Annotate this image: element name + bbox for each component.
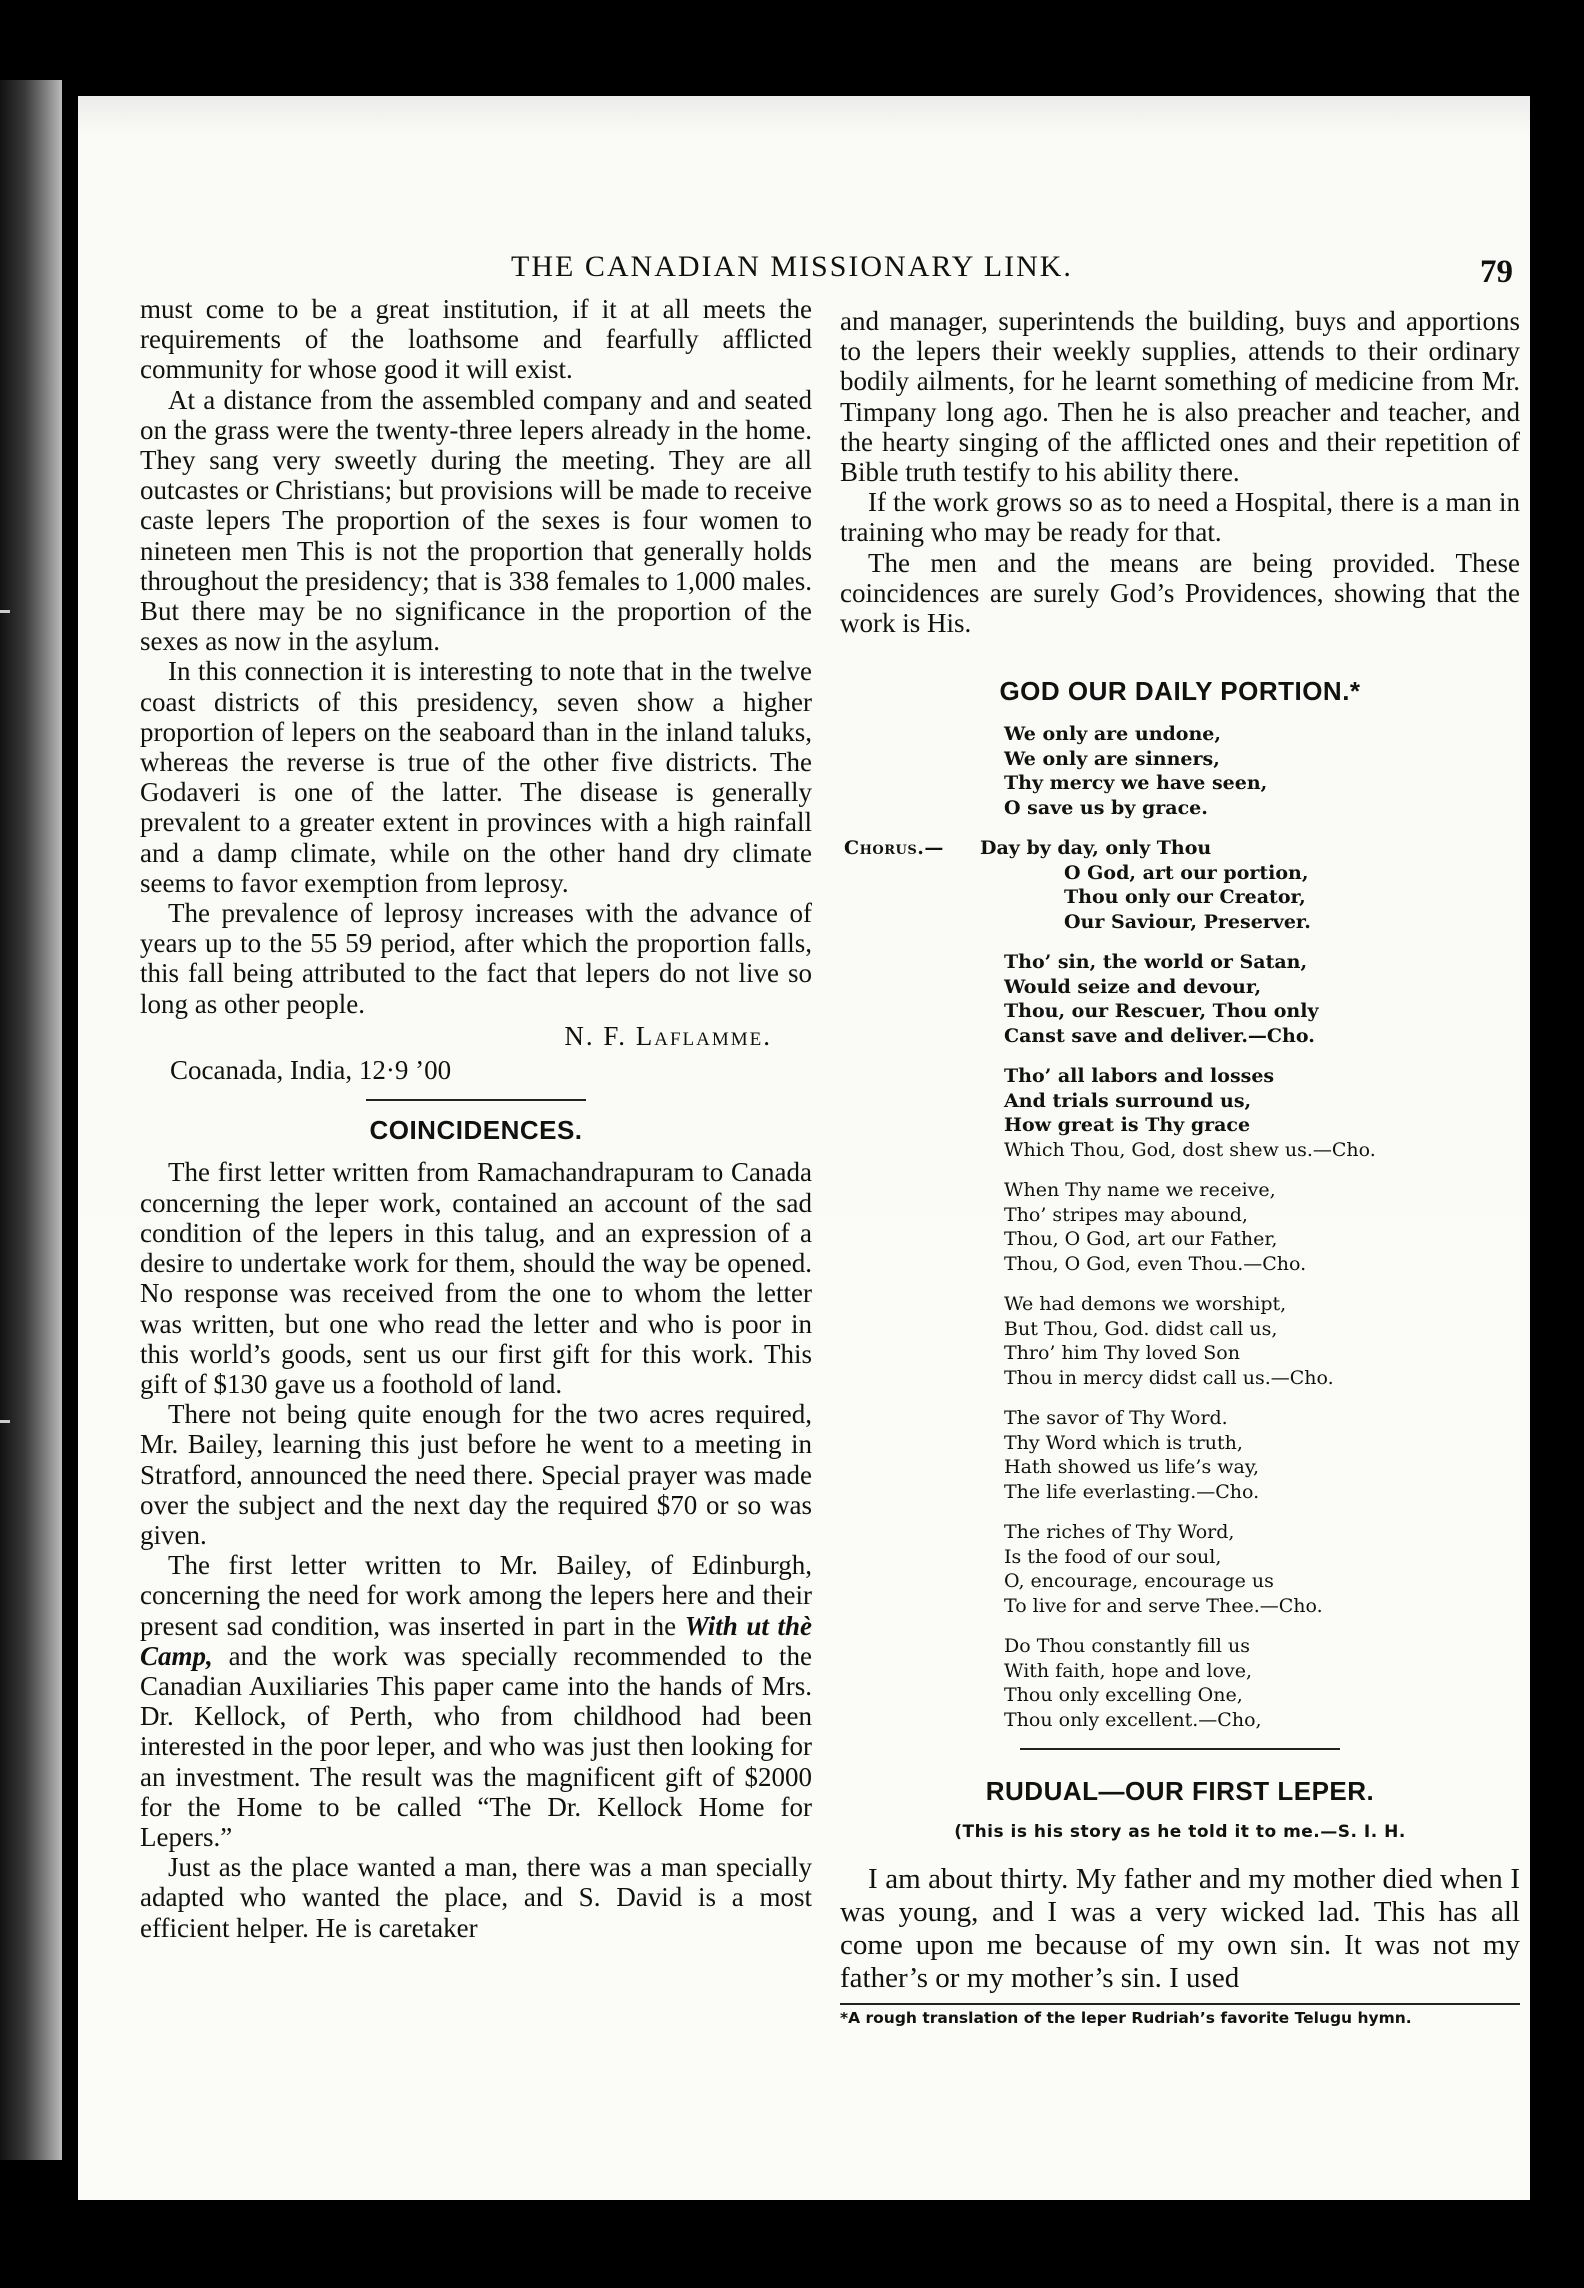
page-number: 79: [1480, 254, 1513, 290]
verse-line: Thou, our Rescuer, Thou only: [1004, 1000, 1319, 1023]
article-heading: RUDUAL—OUR FIRST LEPER.: [985, 1776, 1375, 1807]
verse-line: Thou, O God, even Thou.—Cho.: [1004, 1252, 1307, 1275]
stanza: [1004, 950, 1520, 1048]
stanza: [1004, 722, 1520, 820]
paragraph: There not being quite enough for the two acres required, Mr. Bailey, learning this just before he went to a meeting in Stratford, announced the need there. Special prayer was made over the subject and the next day the required $70 or so was given.: [140, 1399, 812, 1550]
article-heading: COINCIDENCES.: [369, 1115, 583, 1146]
paragraph: At a distance from the assembled company and and seated on the grass were the twenty-three lepers already in the home. They sang very sweetly during the meeting. They are all outcastes or Christians; but provisions will be made to receive caste lepers The proportion of the sexes is four women to nineteen men This is not the proportion that generally holds throughout the presidency; that is 338 females to 1,000 males. But there may be no significance in the proportion of the sexes as now in the asylum.: [140, 384, 812, 657]
paragraph: must come to be a great institution, if it at all meets the requirements of the loathsome and fearfully afflicted community for whose good it will exist.: [140, 294, 812, 385]
verse-line: Tho’ stripes may abound,: [1004, 1203, 1248, 1226]
chorus-label: Chorus.—: [844, 837, 944, 860]
verse-line: Tho’ sin, the world or Satan,: [1004, 951, 1308, 974]
verse-line: With faith, hope and love,: [1004, 1659, 1252, 1682]
verse-line: Is the food of our soul,: [1004, 1545, 1222, 1568]
verse-line: Thou only excellent.—Cho,: [1004, 1708, 1262, 1731]
place-date: Cocanada, India, 12·9 ’00: [170, 1055, 452, 1086]
verse-line: The savor of Thy Word.: [1004, 1407, 1228, 1430]
paragraph: If the work grows so as to need a Hospital, there is a man in training who may be ready for that.: [840, 487, 1520, 548]
divider: [1020, 1748, 1340, 1750]
verse-line: O, encourage, encourage us: [1004, 1570, 1274, 1593]
poem: [844, 722, 1520, 1732]
chorus: [844, 836, 1520, 934]
verse-line: O save us by grace.: [1004, 796, 1208, 819]
verse-line: Tho’ all labors and losses: [1004, 1065, 1275, 1088]
verse-line: The riches of Thy Word,: [1004, 1521, 1235, 1544]
publication-title: With ut thè Camp,: [140, 1610, 813, 1671]
text-run: and the work was specially recommended to the Canadian Auxiliaries This paper came into the hands of Mrs. Dr. Kellock, of Perth, who from childhood had been interested in the poor leper, and who was just then looking for an investment. The result was the magnificent gift of $2000 for the Home to be called “The Dr. Kellock Home for Lepers.”: [140, 1640, 812, 1852]
stanza: [1004, 1406, 1520, 1504]
verse-line: Thy Word which is truth,: [1004, 1431, 1243, 1454]
verse-line: To live for and serve Thee.—Cho.: [1004, 1594, 1323, 1617]
verse-line: O God, art our portion,: [1064, 861, 1309, 884]
verse-line: Thou only excelling One,: [1004, 1684, 1243, 1707]
paragraph: and manager, superintends the building, buys and apportions to the lepers their weekly supplies, attends to their ordinary bodily ailments, for he learnt something of medicine from Mr. Timpany long ago. Then he is also preacher and teacher, and the hearty singing of the afflicted ones and their repetition of Bible truth testify to his ability there.: [840, 306, 1520, 488]
verse-line: When Thy name we receive,: [1004, 1179, 1276, 1202]
verse-line: Thou in mercy didst call us.—Cho.: [1004, 1366, 1334, 1389]
paragraph: In this connection it is interesting to note that in the twelve coast districts of this presidency, seven show a higher proportion of lepers on the seaboard than in the inland taluks, whereas the reverse is true of the other five districts. The Godaveri is one of the latter. The disease is generally prevalent to a greater extent in provinces with a high rainfall and a damp climate, while on the other hand dry climate seems to favor exemption from leprosy.: [140, 656, 812, 898]
paragraph: I am about thirty. My father and my mother died when I was young, and I was a very wicked lad. This has all come upon me because of my own sin. It was not my father’s or my mother’s sin. I used: [840, 1862, 1520, 1994]
paragraph: The prevalence of leprosy increases with the advance of years up to the 55 59 period, after which the proportion falls, this fall being attributed to the fact that lepers do not live so long as other people.: [140, 898, 812, 1019]
poem-heading: GOD OUR DAILY PORTION.*: [999, 676, 1361, 707]
running-head: THE CANADIAN MISSIONARY LINK.: [511, 250, 1073, 283]
text-run: The first letter written to Mr. Bailey, of Edinburgh, concerning the need for work among the lepers here and their present sad condition, was inserted in part in the: [140, 1550, 812, 1641]
footnote: *A rough translation of the leper Rudriah’s favorite Telugu hymn.: [840, 2003, 1520, 2027]
paragraph: Just as the place wanted a man, there was a man specially adapted who wanted the place, and S. David is a most efficient helper. He is caretaker: [140, 1852, 812, 1943]
scan-mark: [0, 1420, 10, 1423]
author-signature: N. F. Laflamme.: [564, 1020, 772, 1051]
verse-line: Thy mercy we have seen,: [1004, 772, 1268, 795]
verse-line: Thou, O God, art our Father,: [1004, 1228, 1278, 1251]
left-column: [140, 294, 812, 1943]
verse-line: And trials surround us,: [1004, 1089, 1252, 1112]
verse-line: The life everlasting.—Cho.: [1004, 1480, 1260, 1503]
stanza: [1004, 1178, 1520, 1276]
verse-line: Canst save and deliver.—Cho.: [1004, 1024, 1315, 1047]
verse-line: We only are undone,: [1004, 723, 1221, 746]
verse-line: Thou only our Creator,: [1064, 886, 1306, 909]
verse-line: But Thou, God. didst call us,: [1004, 1317, 1278, 1340]
verse-line: Hath showed us life’s way,: [1004, 1456, 1260, 1479]
verse-line: We only are sinners,: [1004, 747, 1220, 770]
stanza: [1004, 1520, 1520, 1618]
verse-line: Do Thou constantly fill us: [1004, 1635, 1250, 1658]
paragraph: The men and the means are being provided. These coincidences are surely God’s Providences, showing that the work is His.: [840, 547, 1520, 639]
article-note: (This is his story as he told it to me.—S. I. H.: [954, 1821, 1406, 1842]
paragraph: The first letter written from Ramachandrapuram to Canada concerning the leper work, contained an account of the sad condition of the lepers in this talug, and an expression of a desire to undertake work for them, should the way be opened. No response was received from the one to whom the letter was written, but one who read the letter and who is poor in this world’s goods, sent us our first gift for this work. This gift of $130 gave us a foothold of land.: [140, 1157, 812, 1399]
verse-line: Which Thou, God, dost shew us.—Cho.: [1004, 1138, 1376, 1161]
stanza: [1004, 1634, 1520, 1732]
stanza: [1004, 1064, 1520, 1162]
book-spine: [0, 80, 62, 2160]
verse-line: We had demons we worshipt,: [1004, 1293, 1287, 1316]
verse-line: Day by day, only Thou: [980, 837, 1212, 860]
divider: [366, 1099, 586, 1101]
verse-line: Our Saviour, Preserver.: [1064, 910, 1311, 933]
scan-mark: [0, 610, 10, 613]
right-column: [840, 306, 1520, 2027]
paragraph: [140, 1550, 812, 1852]
verse-line: Would seize and devour,: [1004, 975, 1262, 998]
verse-line: How great is Thy grace: [1004, 1114, 1251, 1137]
verse-line: Thro’ him Thy loved Son: [1004, 1342, 1240, 1365]
stanza: [1004, 1292, 1520, 1390]
